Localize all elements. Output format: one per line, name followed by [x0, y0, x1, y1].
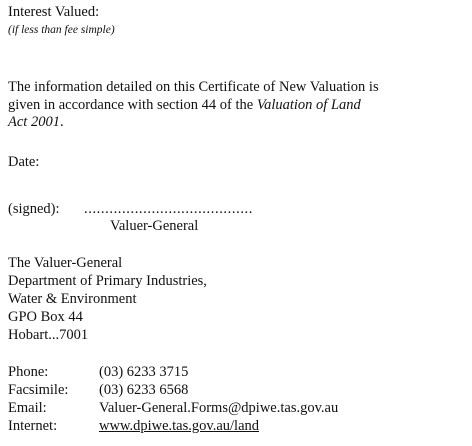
interest-valued-label: Interest Valued:	[8, 4, 100, 20]
phone-label: Phone:	[8, 364, 49, 380]
signature-line: ........................................	[84, 201, 253, 217]
address-line-3: Water & Environment	[8, 291, 137, 307]
internet-link[interactable]: www.dpiwe.tas.gov.au/land	[99, 418, 260, 434]
email-label: Email:	[8, 400, 47, 416]
statement-line-1: The information detailed on this Certificate of New Valuation is	[8, 79, 379, 95]
address-line-2: Department of Primary Industries,	[8, 273, 207, 289]
internet-label: Internet:	[8, 418, 58, 434]
date-label: Date:	[8, 154, 40, 170]
address-line-1: The Valuer-General	[8, 255, 123, 271]
signature-role: Valuer-General	[110, 218, 199, 234]
interest-valued-note: (if less than fee simple)	[8, 24, 115, 36]
statement-line-3	[8, 114, 64, 131]
statement-line-2-text: given in accordance with section 44 of the	[8, 97, 257, 113]
address-line-5: Hobart...7001	[8, 327, 89, 343]
facsimile-label: Facsimile:	[8, 382, 69, 398]
email-value[interactable]: Valuer-General.Forms@dpiwe.tas.gov.au	[99, 400, 339, 416]
statement-period: .	[59, 114, 64, 130]
phone-value: (03) 6233 3715	[99, 364, 189, 380]
signed-label: (signed):	[8, 201, 60, 217]
address-line-4: GPO Box 44	[8, 309, 83, 325]
facsimile-value: (03) 6233 6568	[99, 382, 189, 398]
act-title-part-1: Valuation of Land	[256, 97, 361, 113]
statement-line-2	[8, 97, 361, 114]
act-title-part-2: Act 2001	[8, 114, 60, 130]
